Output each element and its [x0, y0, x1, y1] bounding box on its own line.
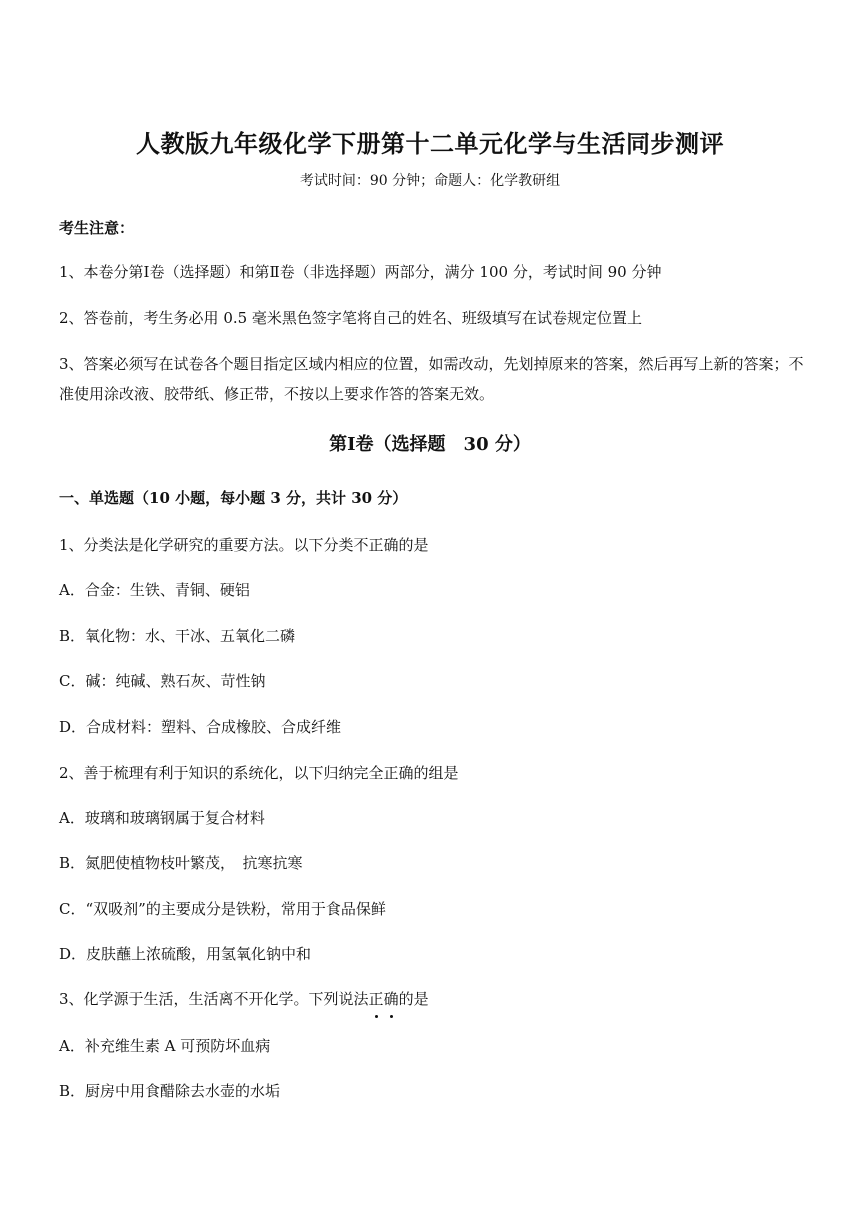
question-3-stem-text: 3、化学源于生活，生活离不开化学。下列说法 [59, 990, 369, 1008]
section-title: 第Ⅰ卷（选择题 30 分） [329, 434, 531, 455]
question-1-option-c: C．碱：纯碱、熟石灰、苛性钠 [59, 672, 266, 690]
notice-item-2: 2、答卷前，考生务必用 0.5 毫米黑色签字笔将自己的姓名、班级填写在试卷规定位置上 [59, 309, 642, 327]
question-3-stem-text-end: 的是 [398, 990, 429, 1008]
question-2-option-b: B．氮肥使植物枝叶繁茂， 抗寒抗寒 [59, 854, 303, 872]
emphasis-char: 正 [368, 990, 384, 1008]
exam-subtitle: 考试时间：90 分钟；命题人：化学教研组 [299, 173, 561, 189]
question-3-option-a: A．补充维生素 A 可预防坏血病 [59, 1037, 271, 1055]
question-1-stem: 1、分类法是化学研究的重要方法。以下分类不正确的是 [59, 536, 429, 554]
question-1-option-a: A．合金：生铁、青铜、硬铝 [59, 581, 250, 599]
question-2-option-a: A．玻璃和玻璃钢属于复合材料 [59, 809, 265, 827]
notice-heading: 考生注意： [59, 219, 135, 237]
notice-item-3: 3、答案必须写在试卷各个题目指定区域内相应的位置，如需改动，先划掉原来的答案，然后再写上新的答案；不准使用涂改液、胶带纸、修正带，不按以上要求作答的答案无效。 [59, 355, 804, 403]
notice-item-1: 1、本卷分第Ⅰ卷（选择题）和第Ⅱ卷（非选择题）两部分，满分 100 分，考试时间 90 分钟 [59, 263, 662, 281]
part-heading: 一、单选题（10 小题，每小题 3 分，共计 30 分） [59, 489, 408, 507]
emphasis-char: 确 [383, 990, 399, 1008]
exam-title: 人教版九年级化学下册第十二单元化学与生活同步测评 [136, 129, 724, 158]
question-3-stem [59, 988, 809, 1010]
question-2-option-c: C．“双吸剂”的主要成分是铁粉，常用于食品保鲜 [59, 900, 386, 918]
question-1-option-b: B．氧化物：水、干冰、五氧化二磷 [59, 627, 296, 645]
question-2-option-d: D．皮肤蘸上浓硫酸，用氢氧化钠中和 [59, 945, 312, 963]
question-3-option-b: B．厨房中用食醋除去水壶的水垢 [59, 1082, 281, 1100]
question-2-stem: 2、善于梳理有利于知识的系统化，以下归纳完全正确的组是 [59, 764, 459, 782]
question-1-option-d: D．合成材料：塑料、合成橡胶、合成纤维 [59, 718, 342, 736]
